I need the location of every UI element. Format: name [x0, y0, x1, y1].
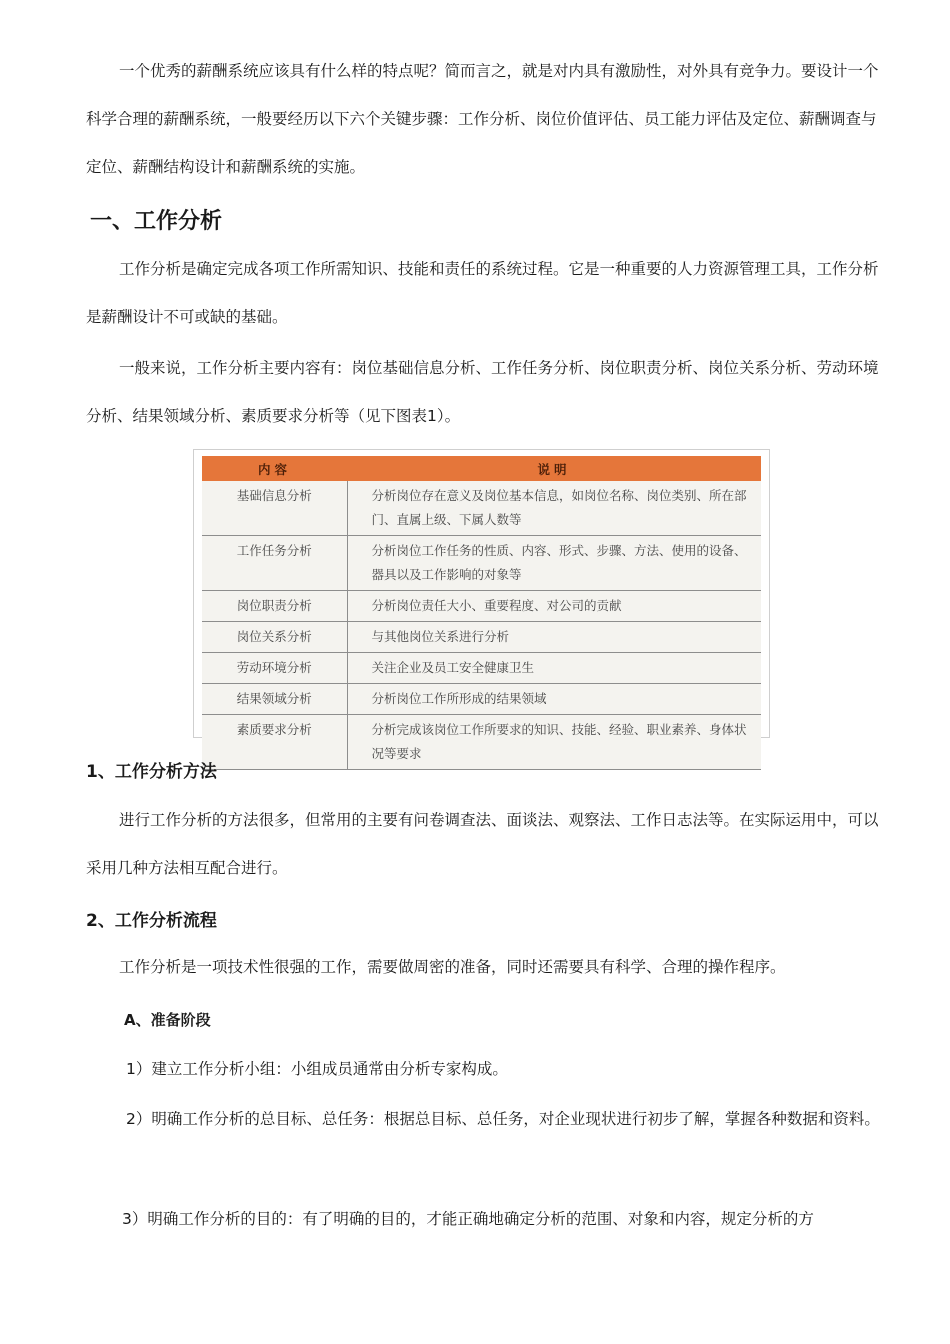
table-cell-item: 工作任务分析: [202, 536, 347, 591]
stage-a-heading: A、准备阶段: [124, 1011, 211, 1029]
table-cell-item: 素质要求分析: [202, 715, 347, 770]
job-analysis-table-figure: [193, 449, 770, 761]
table-cell-desc: 分析岗位存在意义及岗位基本信息，如岗位名称、岗位类别、所在部门、直属上级、下属人数等: [347, 481, 761, 536]
table-cell-item: 岗位关系分析: [202, 622, 347, 653]
table-cell-item: 岗位职责分析: [202, 591, 347, 622]
table-cell-desc: 分析岗位责任大小、重要程度、对公司的贡献: [347, 591, 761, 622]
table-row: [202, 481, 761, 536]
intro-paragraph: 一个优秀的薪酬系统应该具有什么样的特点呢？简而言之，就是对内具有激励性，对外具有竞争力。要设计一个科学合理的薪酬系统，一般要经历以下六个关键步骤：工作分析、岗位价值评估、员工能力评估及定位、薪酬调查与定位、薪酬结构设计和薪酬系统的实施。: [86, 62, 879, 176]
job-analysis-contents: 一般来说，工作分析主要内容有：岗位基础信息分析、工作任务分析、岗位职责分析、岗位关系分析、劳动环境分析、结果领域分析、素质要求分析等（见下图表1）。: [86, 359, 879, 425]
section-heading-job-analysis: 一、工作分析: [90, 209, 223, 234]
table-header-content: 内容: [202, 456, 347, 481]
table-row: [202, 715, 761, 770]
job-analysis-table: [202, 456, 761, 770]
stage-a-step-2: 2）明确工作分析的总目标、总任务：根据总目标、总任务，对企业现状进行初步了解，掌握各种数据和资料。: [126, 1110, 880, 1128]
table-cell-item: 结果领域分析: [202, 684, 347, 715]
stage-a-step-3: 3）明确工作分析的目的：有了明确的目的，才能正确地确定分析的范围、对象和内容，规定分析的方: [122, 1210, 814, 1228]
stage-a-step-1: 1）建立工作分析小组：小组成员通常由分析专家构成。: [126, 1060, 508, 1078]
subsection-heading-process: 2、工作分析流程: [86, 911, 217, 931]
table-row: [202, 622, 761, 653]
table-header-description: 说明: [347, 456, 761, 481]
table-cell-item: 劳动环境分析: [202, 653, 347, 684]
table-cell-desc: 分析完成该岗位工作所要求的知识、技能、经验、职业素养、身体状况等要求: [347, 715, 761, 770]
table-row: [202, 684, 761, 715]
table-cell-item: 基础信息分析: [202, 481, 347, 536]
table-cell-desc: 与其他岗位关系进行分析: [347, 622, 761, 653]
table-cell-desc: 分析岗位工作任务的性质、内容、形式、步骤、方法、使用的设备、器具以及工作影响的对象等: [347, 536, 761, 591]
table-header-row: [202, 456, 761, 481]
table-row: [202, 591, 761, 622]
table-cell-desc: 分析岗位工作所形成的结果领域: [347, 684, 761, 715]
table-row: [202, 653, 761, 684]
subsection-heading-methods: 1、工作分析方法: [86, 762, 217, 782]
table-row: [202, 536, 761, 591]
process-paragraph: 工作分析是一项技术性很强的工作，需要做周密的准备，同时还需要具有科学、合理的操作程序。: [119, 958, 786, 976]
table-cell-desc: 关注企业及员工安全健康卫生: [347, 653, 761, 684]
job-analysis-definition: 工作分析是确定完成各项工作所需知识、技能和责任的系统过程。它是一种重要的人力资源管理工具，工作分析是薪酬设计不可或缺的基础。: [86, 260, 879, 326]
methods-paragraph: 进行工作分析的方法很多，但常用的主要有问卷调查法、面谈法、观察法、工作日志法等。在实际运用中，可以采用几种方法相互配合进行。: [86, 811, 879, 877]
